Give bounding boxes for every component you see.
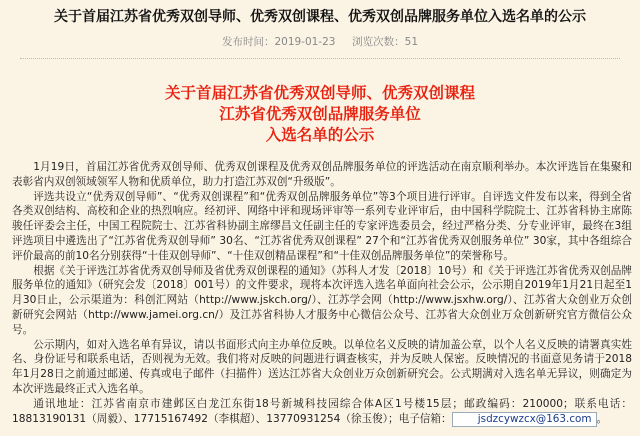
document-title-line-2: 江苏省优秀双创品牌服务单位 [219,105,421,123]
publish-label: 发布时间： [221,36,275,48]
paragraph-5 [12,397,632,427]
paragraph-4: 公示期内，如对入选名单有异议，请以书面形式向主办单位反映。以单位名义反映的请加盖公章，以个人名义反映的请署真实姓名、身份证号和联系电话，否则视为无效。我们将对反映的问题进行调查核实，并为反映人保密。反映情况的书面意见务请于2018年1月28日之前通过邮递、传真或电子邮件（扫描件）送达江苏省大众创业万众创新研究会。公式期满对入选名单无异议，则确定为本次评选最终正式入选名单。 [12,338,632,395]
views-label: 浏览次数： [352,36,405,48]
contact-info: 通讯地址：江苏省南京市建邺区白龙江东街18号新城科技园综合体A区1号楼15层；邮政编码：210000；联系电话：18813190131（周毅）、17715167492（李棋超）、13770931254（徐玉俊）；电子信箱： [12,397,632,425]
divider [20,58,620,59]
article-meta [0,34,640,50]
contact-email[interactable]: jsdzcywzcx@163.com [452,412,597,427]
paragraph-1: 1月19日，首届江苏省优秀双创导师、优秀双创课程及优秀双创品牌服务单位的评选活动在南京顺利举办。本次评选旨在集聚和表彰省内双创领域领军人物和优质单位，助力打造江苏双创“升级版”。 [12,161,632,188]
publish-date: 2019-01-23 [274,36,336,48]
article-body [0,160,640,427]
paragraph-5-end: 。 [596,412,608,425]
paragraph-3: 根据《关于评选江苏省优秀双创导师及省优秀双创课程的通知》（苏科人才发〔2018〕10号）和《关于评选江苏省优秀双创品牌服务单位的通知》（研究会发〔2018〕001号）的文件要求，现将本次评选入选名单面向社会公示，公示期自2019年1月21日起至1月30日止，公示渠道为：科创汇网站（http://www.jskch.org/）、江苏学会网（http://www.jsxhw.org/）、江苏省大众创业万众创新研究会网站（http://www.jamei.org.cn/）及江苏省科协人才服务中心微信公众号、江苏省大众创业万众创新研究官方微信公众号。 [12,264,632,336]
page-title: 关于首届江苏省优秀双创导师、优秀双创课程、优秀双创品牌服务单位入选名单的公示 [54,9,586,25]
document-title-line-1: 关于首届江苏省优秀双创导师、优秀双创课程 [164,84,475,102]
document-title-line-3: 入选名单的公示 [265,126,375,144]
views-count: 51 [404,36,419,48]
paragraph-2: 评选共设立“优秀双创导师”、“优秀双创课程”和“优秀双创品牌服务单位”等3个项目进行评审。自评选文件发布以来，得到全省各类双创结构、高校和企业的热烈响应。经初评、网络中评和现场评审等一系列专业评审后，由中国科学院院士、江苏省科协主席陈骏任评委会主任，中国工程院院士、江苏省科协副主席缪昌文任副主任的专家评选委员会，经过严格分类、分专业评审，最终在3组评选项目中遴选出了“江苏省优秀双创导师” 30名、“江苏省优秀双创课程” 27个和“江苏省优秀双创服务单位” 30家，其中各组综合评价最高的前10名分别获得“十佳双创导师”、“十佳双创精品课程”和“十佳双创品牌服务单位”的荣誉称号。 [12,190,632,262]
document-title [0,83,640,146]
